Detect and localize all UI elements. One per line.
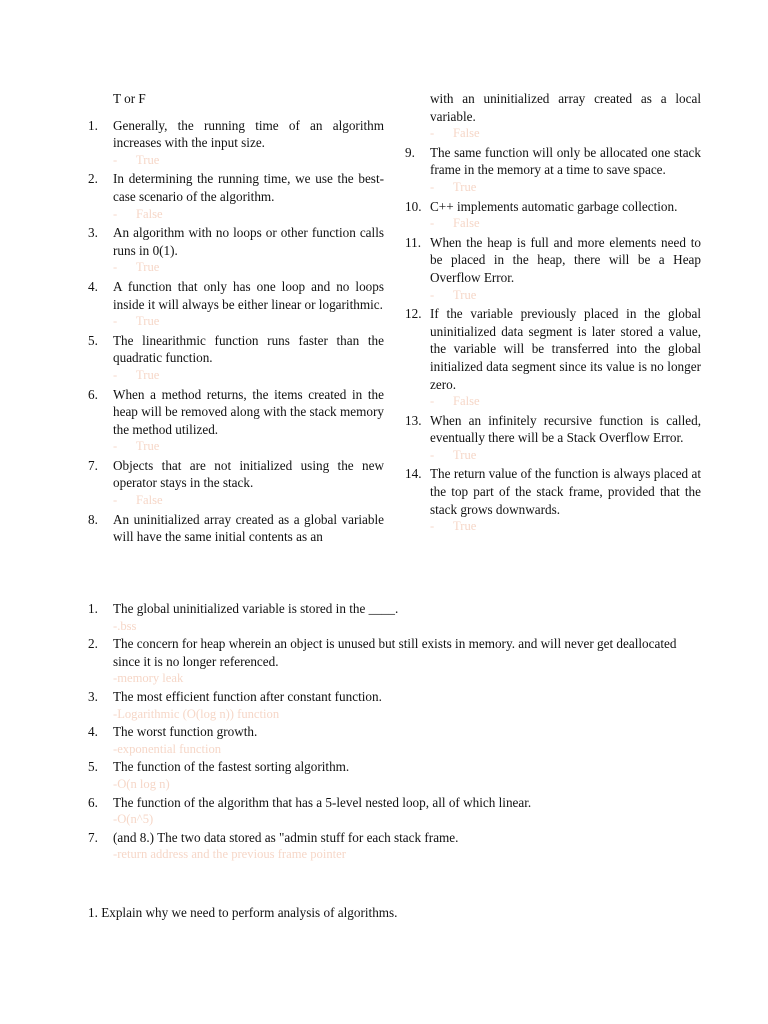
item-number: 4. <box>88 724 98 740</box>
tf-item-8 <box>88 511 384 546</box>
tf-left-column <box>88 90 384 546</box>
item-number: 1. <box>88 117 98 133</box>
fill-item-4 <box>88 723 688 758</box>
answer-text: - True <box>113 314 160 329</box>
item-8-answer: - False <box>430 126 480 141</box>
fill-item-1 <box>88 600 688 635</box>
fill-item-3 <box>88 688 688 723</box>
answer-text: - True <box>430 287 477 302</box>
item-number: 12. <box>405 306 422 322</box>
item-number: 5. <box>88 759 98 775</box>
fill-in-section <box>88 600 688 864</box>
item-number: 11. <box>405 234 421 250</box>
item-number: 1. <box>88 601 98 616</box>
item-number: 3. <box>88 688 98 704</box>
tf-item-9 <box>405 144 701 197</box>
question-text: C++ implements automatic garbage collection. <box>430 198 678 214</box>
answer-text: - True <box>113 439 160 454</box>
answer-text: -exponential function <box>113 741 222 756</box>
item-8-continuation: with an uninitialized array created as a local variable. <box>430 91 701 124</box>
tf-item-10 <box>405 198 701 233</box>
answer-text: - False <box>430 394 480 409</box>
question-text: The same function will only be allocated one stack frame in the memory at a time to save space. <box>430 144 701 178</box>
item-number: 7. <box>88 829 98 845</box>
answer-text: - True <box>113 260 160 275</box>
fill-item-6 <box>88 794 688 829</box>
fill-item-2 <box>88 635 688 688</box>
answer-text: - True <box>113 367 160 382</box>
question-text: When the heap is full and more elements need to be placed in the heap, there will be a Heap Overflow Error. <box>430 234 701 285</box>
question-text: The worst function growth. <box>113 724 258 740</box>
tf-item-4 <box>88 278 384 331</box>
question-text: The most efficient function after constant function. <box>113 688 382 704</box>
question-text: A function that only has one loop and no loops inside it will always be either linear or logarithmic. <box>113 278 384 312</box>
item-number: 5. <box>88 332 98 348</box>
answer-text: - True <box>113 152 160 167</box>
question-text: The global uninitialized variable is stored in the ____. <box>113 601 399 616</box>
tf-item-14 <box>405 465 701 535</box>
answer-text: - True <box>430 179 477 194</box>
tf-heading: T or F <box>113 91 146 106</box>
tf-item-11 <box>405 234 701 304</box>
item-number: 8. <box>88 511 98 527</box>
answer-text: - False <box>430 216 480 231</box>
question-text: An algorithm with no loops or other function calls runs in 0(1). <box>113 225 384 258</box>
item-number: 6. <box>88 794 98 810</box>
question-text: When an infinitely recursive function is called, eventually there will be a Stack Overflow Error. <box>430 412 701 446</box>
question-text: Objects that are not initialized using the new operator stays in the stack. <box>113 457 384 491</box>
fill-item-7 <box>88 829 688 864</box>
question-text: When a method returns, the items created in the heap will be removed along with the stack memory the method utilized. <box>113 386 384 437</box>
answer-text: -O(n^5) <box>113 812 154 827</box>
answer-text: -Logarithmic (O(log n)) function <box>113 706 280 721</box>
tf-item-7 <box>88 457 384 510</box>
question-text: The function of the fastest sorting algorithm. <box>113 759 350 775</box>
answer-text: -O(n log n) <box>113 776 170 791</box>
item-number: 4. <box>88 278 98 294</box>
item-number: 6. <box>88 386 98 402</box>
tf-item-2 <box>88 170 384 223</box>
item-number: 2. <box>88 171 98 187</box>
tf-item-6 <box>88 386 384 456</box>
question-text: If the variable previously placed in the global uninitialized data segment is later stored a value, the variable will be transferred into the global initialized data segment since its value is no longer zero. <box>430 306 701 392</box>
item-number: 2. <box>88 636 98 652</box>
answer-text: -memory leak <box>113 671 184 686</box>
question-text: (and 8.) The two data stored as "admin stuff for each stack frame. <box>113 829 459 845</box>
question-text: In determining the running time, we use the best-case scenario of the algorithm. <box>113 171 384 204</box>
question-text: The concern for heap wherein an object is unused but still exists in memory. and will never get deallocated since it is no longer referenced. <box>113 636 677 669</box>
answer-text: -.bss <box>113 618 137 633</box>
question-text: The function of the algorithm that has a 5-level nested loop, all of which linear. <box>113 794 532 810</box>
tf-item-3 <box>88 224 384 277</box>
fill-item-5 <box>88 758 688 793</box>
answer-text: - True <box>430 447 477 462</box>
item-number: 9. <box>405 144 415 160</box>
answer-text: - False <box>113 493 163 508</box>
item-number: 10. <box>405 198 422 214</box>
item-number: 13. <box>405 412 422 428</box>
answer-text: - True <box>430 519 477 534</box>
question-text: The return value of the function is always placed at the top part of the stack frame, provided that the stack grows downwards. <box>430 466 701 517</box>
tf-item-1 <box>88 117 384 170</box>
tf-right-column <box>405 90 701 536</box>
question-text: Generally, the running time of an algorithm increases with the input size. <box>113 117 384 151</box>
answer-text: - False <box>113 206 163 221</box>
item-number: 3. <box>88 225 98 241</box>
essay-question: 1. Explain why we need to perform analysis of algorithms. <box>88 905 398 920</box>
answer-text: -return address and the previous frame pointer <box>113 847 346 862</box>
tf-item-12 <box>405 305 701 411</box>
question-text: An uninitialized array created as a global variable will have the same initial contents as an <box>113 511 384 545</box>
tf-item-13 <box>405 412 701 465</box>
tf-item-5 <box>88 332 384 385</box>
item-number: 14. <box>405 466 422 482</box>
item-number: 7. <box>88 457 98 473</box>
question-text: The linearithmic function runs faster than the quadratic function. <box>113 332 384 366</box>
